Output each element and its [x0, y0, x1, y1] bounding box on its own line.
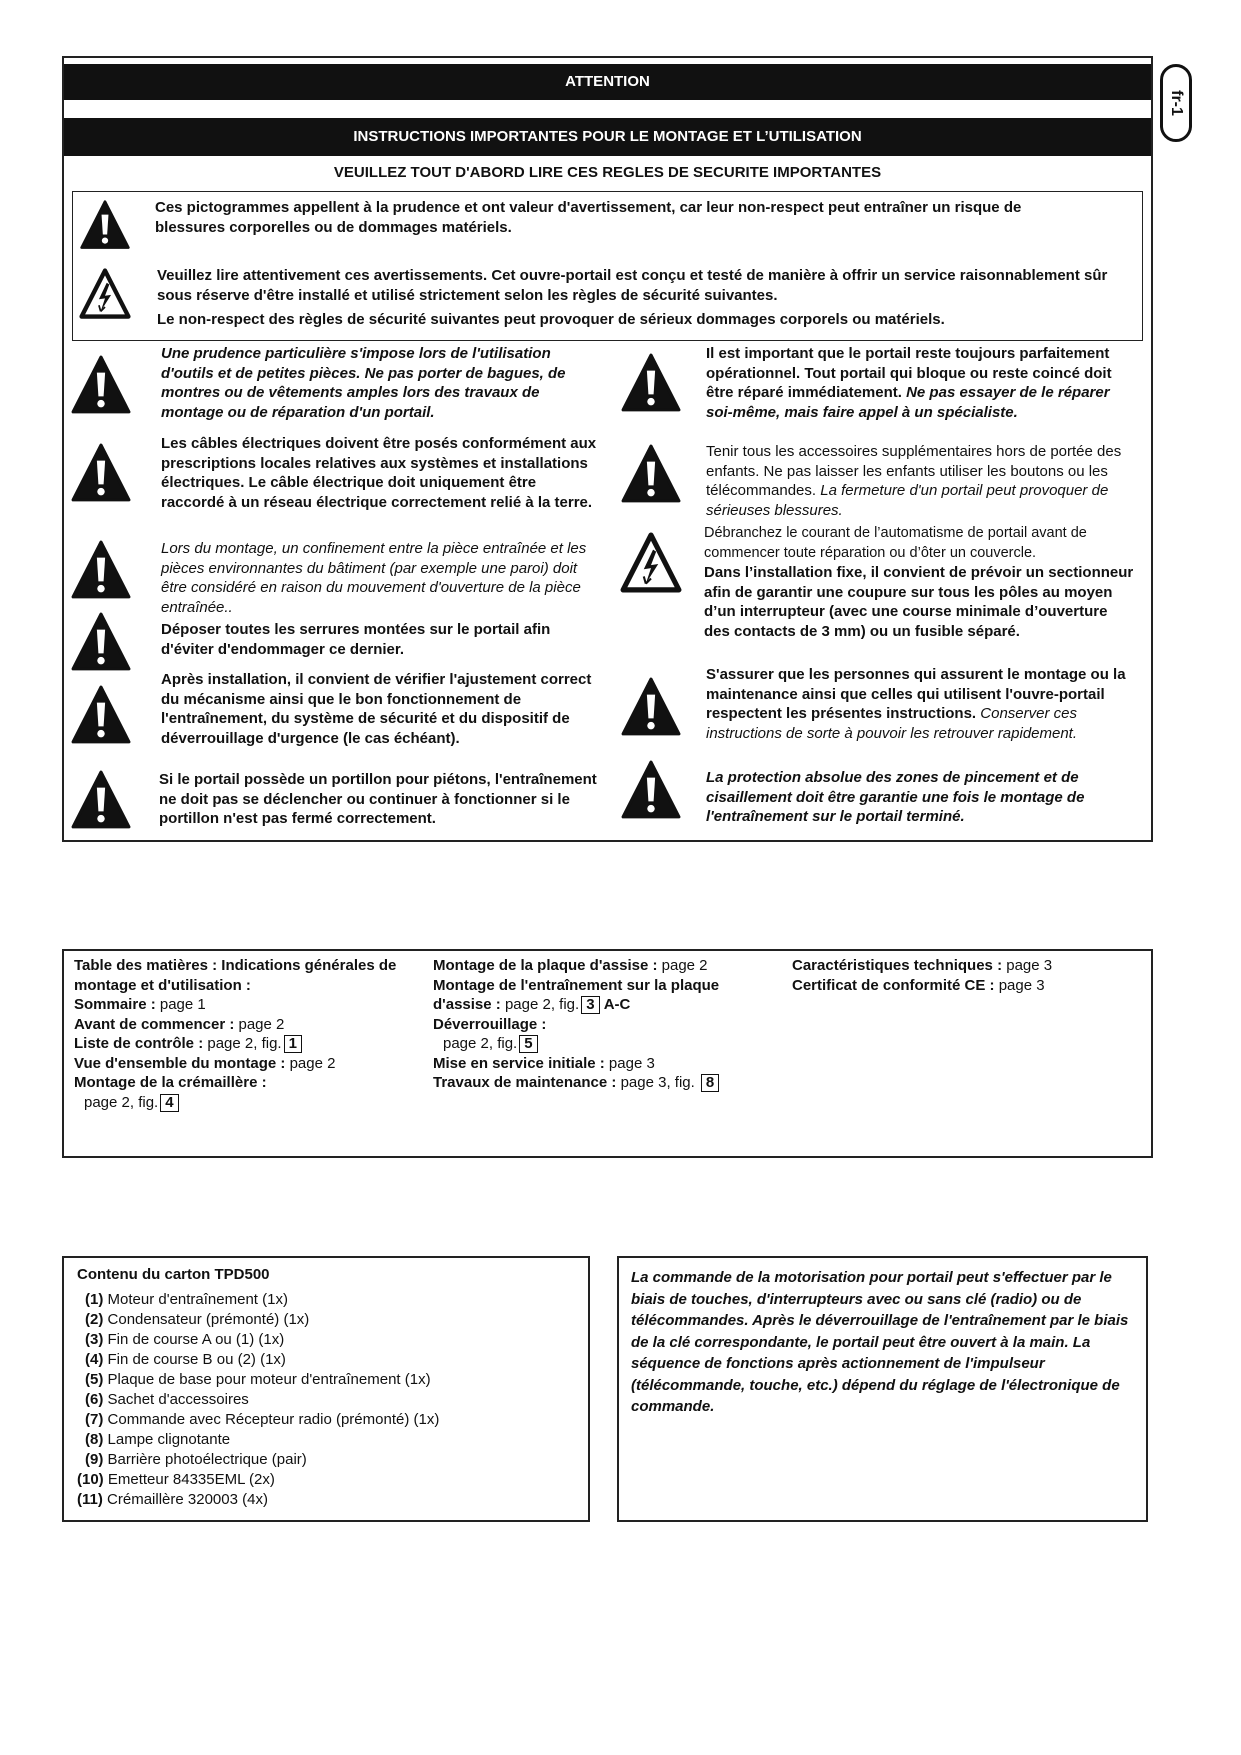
toc-label: Certificat de conformité CE :: [792, 976, 995, 994]
command-note: La commande de la motorisation pour portail peut s'effectuer par le biais de touches, d'interrupteurs avec ou sans clé (radio) ou de télécommandes. Après le déverrouillage de l'entraînement par le biais de la clé correspondante, le portail peut être ouvert à la main. La séquence de fonctions après actionnement de l'impulseur (télécommande, touche, etc.) dépend du réglage de l'électronique de commande.: [631, 1269, 1129, 1415]
page-tab-label: fr-1: [1168, 90, 1185, 116]
warning-children: [706, 442, 1136, 520]
intro-text-3: Le non-respect des règles de sécurité suivantes peut provoquer de sérieux dommages corporels ou matériels.: [157, 311, 945, 328]
list-item-text: Commande avec Récepteur radio (prémonté) (1x): [107, 1411, 440, 1428]
toc-page: page 3, fig.: [620, 1074, 695, 1091]
warning-gate-operational-emphasis: Ne pas essayer de le réparer soi-même, mais faire appel à un spécialiste.: [706, 384, 1110, 421]
list-item-number: (8): [85, 1431, 104, 1448]
toc-entry-mise-en-service[interactable]: [433, 1054, 773, 1074]
list-item-number: (9): [85, 1451, 104, 1468]
list-item-number: (1): [85, 1291, 104, 1308]
toc-entry-certificat[interactable]: [792, 976, 1142, 996]
warning-icon: [70, 682, 132, 748]
toc-label: Caractéristiques techniques :: [792, 957, 1003, 974]
toc-column-2: [433, 956, 773, 1093]
toc-label: Vue d'ensemble du montage :: [74, 1054, 286, 1072]
toc-entry-entrainement[interactable]: [433, 976, 773, 1015]
warning-tools: Une prudence particulière s'impose lors de l'utilisation d'outils et de petites pièces. Ne pas porter de bagues, de montres ou de vêtements amples lors des travaux de montage ou de réparation d'un portail.: [161, 345, 566, 421]
list-item-text: Sachet d'accessoires: [107, 1391, 249, 1408]
figure-ref: 1: [284, 1035, 302, 1053]
toc-label: Montage de l'entraînement sur la plaque d'assise :: [433, 976, 720, 1013]
list-item: [77, 1490, 439, 1510]
toc-page: page 2, fig.: [207, 1035, 282, 1052]
warning-respect-instructions: [706, 665, 1136, 743]
toc-label: Avant de commencer :: [74, 1015, 235, 1033]
toc-column-3: [792, 956, 1142, 995]
warning-pedestrian-door: Si le portail possède un portillon pour piétons, l'entraînement ne doit pas se déclencher ou continuer à fonctionner si le portillon n'est pas fermé correctement.: [159, 771, 597, 827]
toc-label: Sommaire :: [74, 996, 156, 1013]
toc-page: page 2: [661, 957, 708, 974]
list-item-number: (7): [85, 1411, 104, 1428]
list-item-text: Condensateur (prémonté) (1x): [107, 1311, 310, 1328]
list-item-text: Fin de course A ou (1) (1x): [107, 1331, 285, 1348]
list-item-number: (5): [85, 1371, 104, 1388]
list-item-text: Fin de course B ou (2) (1x): [107, 1351, 286, 1368]
toc-label: Mise en service initiale :: [433, 1054, 605, 1072]
toc-column-1: [74, 956, 414, 1112]
toc-title: Table des matières : Indications générales de montage et d'utilisation :: [74, 957, 397, 994]
toc-page: page 2: [238, 1015, 285, 1033]
electric-hazard-icon: [79, 266, 131, 322]
list-item-number: (11): [77, 1491, 103, 1508]
warning-disconnect: Débranchez le courant de l’automatisme de portail avant de commencer toute réparation ou d’ôter un couvercle.: [704, 525, 1087, 561]
read-first-heading: VEUILLEZ TOUT D'ABORD LIRE CES REGLES DE SECURITE IMPORTANTES: [333, 164, 882, 181]
warning-icon: [70, 352, 132, 418]
warning-pinch-protection: La protection absolue des zones de pincement et de cisaillement doit être garantie une fois le montage de l'entraînement sur le portail terminé.: [706, 769, 1085, 825]
list-item-text: Crémaillère 320003 (4x): [107, 1491, 268, 1508]
toc-page: page 2, fig.: [504, 996, 580, 1013]
list-item-text: Plaque de base pour moteur d'entraînement (1x): [107, 1371, 431, 1388]
toc-page: page 2, fig.: [443, 1035, 518, 1052]
electric-hazard-icon: [620, 530, 682, 596]
warning-locks: Déposer toutes les serrures montées sur le portail afin d'éviter d'endommager ce dernier.: [161, 621, 551, 658]
list-item-number: (4): [85, 1351, 104, 1368]
list-item-text: Barrière photoélectrique (pair): [107, 1451, 307, 1468]
warning-confinement: Lors du montage, un confinement entre la pièce entraînée et les pièces environnantes du bâtiment (par exemple une paroi) doit être considéré en raison du mouvement d'ouverture de la pièce entraînée..: [161, 540, 587, 616]
toc-page: page 3: [1006, 957, 1053, 974]
toc-entry-avant[interactable]: [74, 1015, 414, 1035]
contents-title: Contenu du carton TPD500: [77, 1266, 270, 1283]
warning-icon: [620, 757, 682, 823]
toc-entry-deverrouillage[interactable]: [433, 1015, 773, 1035]
list-item: [77, 1390, 439, 1410]
warning-respect-instructions-note: Conserver ces instructions de sorte à pouvoir les retrouver rapidement.: [706, 705, 1078, 742]
warning-children-text: Tenir tous les accessoires supplémentaires hors de portée des enfants. Ne pas laisser les enfants utiliser les boutons ou les télécommandes.: [706, 443, 1122, 499]
contents-list: [77, 1290, 439, 1510]
warning-icon: [620, 674, 682, 740]
list-item: [77, 1450, 439, 1470]
figure-suffix: A-C: [603, 996, 631, 1013]
toc-entry-maintenance[interactable]: [433, 1073, 773, 1093]
warning-icon: [620, 441, 682, 507]
instructions-label: INSTRUCTIONS IMPORTANTES POUR LE MONTAGE ET L’UTILISATION: [353, 128, 862, 145]
warning-icon: [70, 440, 132, 506]
toc-label: Déverrouillage :: [433, 1015, 547, 1033]
warning-icon: [620, 350, 682, 416]
list-item-number: (6): [85, 1391, 104, 1408]
toc-label: Liste de contrôle :: [74, 1035, 204, 1052]
list-item: [77, 1310, 439, 1330]
toc-page: page 3: [608, 1054, 655, 1072]
warning-isolator: Dans l’installation fixe, il convient de prévoir un sectionneur afin de garantir une coupure sur tous les pôles au moyen d’un interrupteur (avec une course minimale d’ouverture des contacts de 3 mm) ou un fusible séparé.: [704, 564, 1134, 640]
warning-icon: [70, 537, 132, 603]
warning-icon: [79, 197, 131, 253]
toc-page: page 1: [159, 996, 206, 1013]
list-item-text: Emetteur 84335EML (2x): [107, 1471, 275, 1488]
toc-entry-deverrouillage-page[interactable]: [433, 1034, 773, 1054]
list-item: [77, 1290, 439, 1310]
toc-entry-vue[interactable]: [74, 1054, 414, 1074]
list-item: [77, 1330, 439, 1350]
intro-text-2: Veuillez lire attentivement ces avertissements. Cet ouvre-portail est conçu et testé de manière à offrir un service raisonnablement sûr sous réserve d'être installé et utilisé strictement selon les règles de sécurité suivantes.: [157, 267, 1108, 304]
toc-label: Montage de la plaque d'assise :: [433, 957, 658, 974]
page-tab: [1160, 64, 1192, 142]
toc-label: Travaux de maintenance :: [433, 1074, 617, 1091]
figure-ref: 3: [581, 996, 599, 1014]
toc-entry-caracteristiques[interactable]: [792, 956, 1142, 976]
warning-gate-operational-text: Il est important que le portail reste toujours parfaitement opérationnel. Tout portail qui bloque ou reste coincé doit être réparé immédiatement.: [706, 345, 1112, 401]
attention-label: ATTENTION: [565, 73, 650, 90]
toc-page: page 2, fig.: [84, 1093, 159, 1111]
toc-entry-liste[interactable]: [74, 1034, 414, 1054]
list-item: [77, 1350, 439, 1370]
intro-text-1: Ces pictogrammes appellent à la prudence et ont valeur d'avertissement, car leur non-respect peut entraîner un risque de blessures corporelles ou de dommages matériels.: [155, 199, 1022, 236]
list-item-number: (10): [77, 1471, 104, 1488]
list-item: [77, 1430, 439, 1450]
list-item-text: Lampe clignotante: [107, 1431, 231, 1448]
warning-icon: [70, 767, 132, 833]
warning-gate-operational: [706, 344, 1126, 422]
warning-respect-instructions-text: S'assurer que les personnes qui assurent le montage ou la maintenance ainsi que celles qui utilisent l'ouvre-portail respectent les présentes instructions.: [706, 666, 1126, 722]
list-item-text: Moteur d'entraînement (1x): [107, 1291, 288, 1308]
warning-adjustment: Après installation, il convient de vérifier l'ajustement correct du mécanisme ainsi que le bon fonctionnement de l'entraînement, du système de sécurité et du dispositif de déverrouillage d'urgence (le cas échéant).: [161, 671, 592, 747]
warning-cables: Les câbles électriques doivent être posés conformément aux prescriptions locales relatives aux systèmes et installations électriques. Le câble électrique doit uniquement être raccordé à un réseau électrique correctement relié à la terre.: [161, 435, 597, 511]
toc-label: Montage de la crémaillère :: [74, 1074, 267, 1091]
toc-entry-plaque[interactable]: [433, 956, 773, 976]
toc-page: page 3: [998, 976, 1045, 994]
toc-entry-sommaire[interactable]: [74, 995, 414, 1015]
toc-entry-cremaillere-page[interactable]: [74, 1093, 414, 1113]
toc-entry-cremaillere[interactable]: [74, 1073, 414, 1093]
figure-ref: 5: [519, 1035, 537, 1053]
toc-page: page 2: [289, 1054, 336, 1072]
figure-ref: 8: [701, 1074, 719, 1092]
list-item: [77, 1410, 439, 1430]
list-item: [77, 1470, 439, 1490]
list-item: [77, 1370, 439, 1390]
warning-icon: [70, 609, 132, 675]
list-item-number: (3): [85, 1331, 104, 1348]
list-item-number: (2): [85, 1311, 104, 1328]
figure-ref: 4: [160, 1094, 178, 1112]
warning-children-emphasis: La fermeture d'un portail peut provoquer de sérieuses blessures.: [706, 482, 1109, 519]
